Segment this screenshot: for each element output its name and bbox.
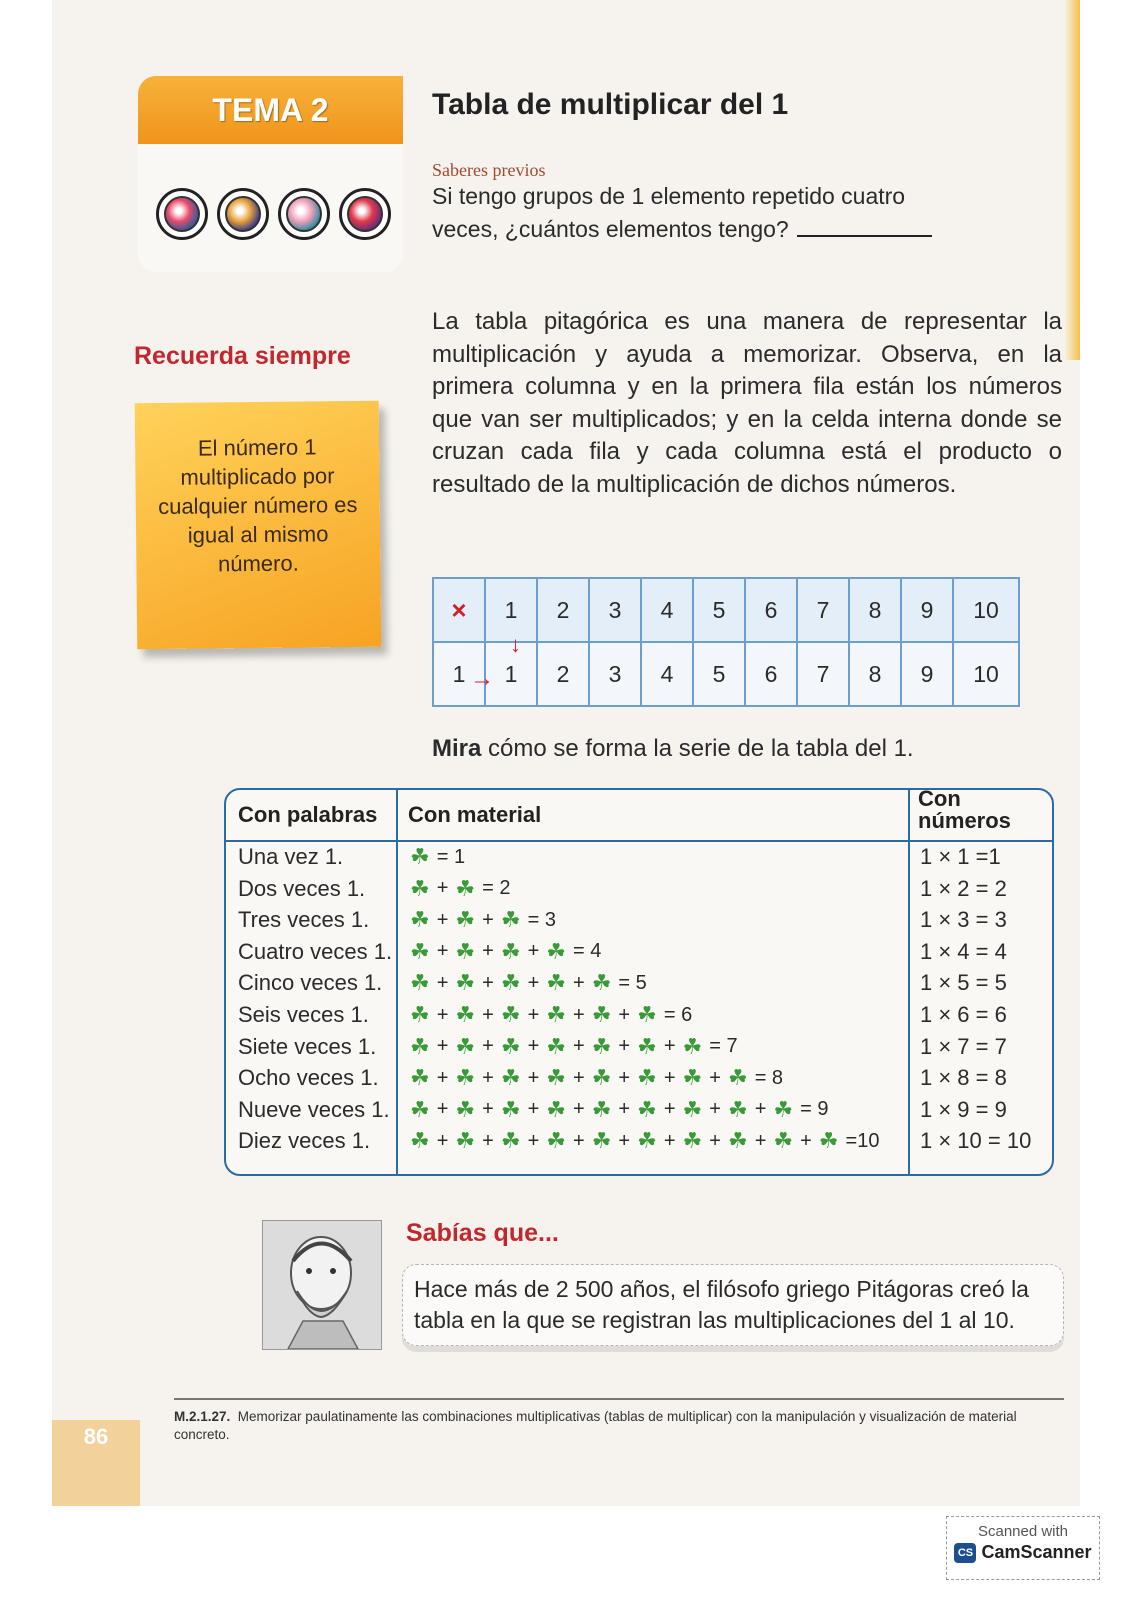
row-numbers: 1 × 4 = 4 [920, 938, 1007, 964]
clover-icon: ☘ [591, 1033, 612, 1059]
plus-sign: + [482, 1035, 494, 1058]
plus-sign: + [618, 1066, 631, 1089]
row-result: = 1 [436, 845, 466, 868]
plus-sign: + [573, 1066, 585, 1089]
header-numbers: Con números [918, 788, 1011, 833]
row-result: = 3 [527, 908, 556, 931]
clover-icon: ☘ [410, 907, 430, 933]
row-numbers: 1 × 2 = 2 [920, 875, 1007, 901]
clover-icon: ☘ [500, 1128, 521, 1154]
row-result: = 2 [482, 877, 511, 900]
intro-paragraph: La tabla pitagórica es una manera de representar la multiplicación y ayuda a memorizar. Observa, en la primera columna y en la primera fila están los números que van ser multiplicados; y en la celda interna donde se cruzan cada fila y cada columna está el producto o resultado de la multiplicación de dichos números. [432, 308, 1062, 498]
row-words: Nueve veces 1. [238, 1096, 390, 1122]
series-row [226, 876, 1052, 908]
clover-icon: ☘ [455, 1128, 476, 1154]
row-numbers: 1 × 1 =1 [920, 844, 1001, 869]
plus-sign: + [618, 1035, 631, 1058]
product-cell: 3 [589, 642, 641, 706]
plus-sign: + [436, 908, 449, 931]
plus-sign: + [663, 1066, 676, 1089]
row-numbers: 1 × 9 = 9 [920, 1096, 1007, 1122]
row-material [408, 1097, 833, 1123]
camscanner-watermark [946, 1516, 1100, 1580]
row-material [408, 1034, 743, 1060]
product-cell: 2 [537, 642, 589, 706]
sticky-note [135, 401, 382, 650]
plus-sign: + [482, 971, 494, 994]
row-numbers: 1 × 3 = 3 [920, 907, 1007, 933]
header-cell: 10 [953, 578, 1019, 642]
clover-icon: ☘ [455, 938, 476, 964]
row-words: Ocho veces 1. [238, 1065, 379, 1091]
row-words: Dos veces 1. [238, 875, 366, 901]
header-divider [226, 840, 1052, 842]
series-row [226, 939, 1052, 971]
plus-sign: + [754, 1129, 767, 1152]
plus-sign: + [800, 1129, 812, 1152]
clover-icon: ☘ [410, 1096, 430, 1122]
clover-icon: ☘ [410, 1065, 430, 1091]
product-cell: 9 [901, 642, 953, 706]
plus-sign: + [573, 1098, 585, 1121]
clover-icon: ☘ [637, 1033, 657, 1059]
product-cell: 8 [849, 642, 901, 706]
row-result: = 4 [573, 940, 602, 963]
tema-label: TEMA 2 [212, 91, 329, 128]
plus-sign: + [527, 971, 540, 994]
footer-skill [174, 1408, 1054, 1444]
row-result: = 8 [754, 1066, 784, 1089]
row-words: Cinco veces 1. [238, 970, 383, 996]
plus-sign: + [482, 908, 494, 931]
arrow-down-icon: ↓ [510, 632, 521, 657]
clover-icon: ☘ [773, 1096, 794, 1122]
header-cell: 5 [693, 578, 745, 642]
clover-icon: ☘ [500, 1065, 521, 1091]
plus-sign: + [482, 1098, 494, 1121]
plus-sign: + [482, 940, 494, 963]
clover-icon: ☘ [727, 1065, 748, 1091]
clover-icon: ☘ [410, 1002, 430, 1027]
clover-icon: ☘ [818, 1128, 839, 1154]
clover-icon: ☘ [500, 970, 521, 996]
skill-code: M.2.1.27. [174, 1409, 231, 1424]
row-result: = 7 [709, 1035, 738, 1058]
series-row [226, 844, 1052, 876]
marble-icon [339, 188, 391, 240]
clover-icon: ☘ [682, 1033, 703, 1059]
marble-icon [156, 188, 208, 240]
plus-sign: + [436, 940, 449, 963]
header-cell: 9 [901, 578, 953, 642]
header-cell: 3 [589, 578, 641, 642]
series-row [226, 1034, 1052, 1066]
row-label: 1 [433, 642, 485, 706]
clover-icon: ☘ [546, 938, 566, 964]
header-material: Con material [408, 802, 542, 827]
clover-icon: ☘ [773, 1128, 794, 1154]
row-words: Siete veces 1. [238, 1033, 377, 1059]
clover-icon: ☘ [410, 875, 430, 901]
clover-icon: ☘ [546, 1065, 566, 1091]
clover-icon: ☘ [546, 1128, 566, 1154]
pythagoras-bust-image [263, 1221, 381, 1349]
product-cell: 10 [953, 642, 1019, 706]
clover-icon: ☘ [591, 1096, 612, 1122]
plus-sign: + [482, 1003, 494, 1026]
clover-icon: ☘ [637, 1096, 657, 1122]
row-numbers: 1 × 7 = 7 [920, 1033, 1007, 1059]
row-numbers: 1 × 8 = 8 [920, 1065, 1007, 1091]
series-row [226, 907, 1052, 939]
series-row [226, 970, 1052, 1002]
series-row [226, 1097, 1052, 1129]
plus-sign: + [573, 1035, 585, 1058]
saberes-question [432, 180, 972, 246]
sabias-text: Hace más de 2 500 años, el filósofo griego Pitágoras creó la tabla en la que se registran las multiplicaciones del 1 al 10. [414, 1276, 1029, 1333]
clover-icon: ☘ [637, 1128, 657, 1154]
clover-icon: ☘ [727, 1096, 748, 1122]
clover-icon: ☘ [410, 1033, 430, 1059]
row-material [408, 1128, 884, 1154]
clover-icon: ☘ [455, 970, 476, 996]
marble-icon [217, 188, 269, 240]
plus-sign: + [618, 1003, 631, 1026]
clover-icon: ☘ [546, 1002, 566, 1027]
clover-icon: ☘ [455, 907, 476, 933]
plus-sign: + [573, 971, 585, 994]
row-words: Cuatro veces 1. [238, 938, 393, 964]
product-cell: 7 [797, 642, 849, 706]
sabias-title: Sabías que... [406, 1219, 559, 1247]
plus-sign: + [709, 1129, 721, 1152]
header-cell: 1 [485, 578, 537, 642]
plus-sign: + [573, 1129, 585, 1152]
plus-sign: + [436, 877, 449, 900]
clover-icon: ☘ [637, 1002, 657, 1027]
plus-sign: + [527, 940, 540, 963]
arrow-right-icon: → [470, 665, 494, 692]
row-words: Tres veces 1. [238, 907, 370, 933]
saberes-question-text: Si tengo grupos de 1 elemento repetido cuatro veces, ¿cuántos elementos tengo? [432, 183, 906, 242]
row-numbers: 1 × 6 = 6 [920, 1002, 1007, 1027]
series-table [224, 788, 1054, 1176]
product-cell: 1 [485, 642, 537, 706]
plus-sign: + [618, 1129, 631, 1152]
product-cell: 5 [693, 642, 745, 706]
plus-sign: + [527, 1098, 540, 1121]
plus-sign: + [663, 1098, 676, 1121]
plus-sign: + [436, 1098, 449, 1121]
row-material [408, 907, 561, 933]
mira-bold: Mira [432, 735, 482, 762]
clover-icon: ☘ [410, 938, 430, 964]
plus-sign: + [436, 971, 449, 994]
plus-sign: + [663, 1129, 676, 1152]
row-material [408, 970, 652, 996]
clover-icon: ☘ [546, 970, 566, 996]
clover-icon: ☘ [455, 1002, 476, 1027]
row-material [408, 939, 606, 965]
page-edge [1064, 0, 1080, 360]
plus-sign: + [618, 1098, 631, 1121]
plus-sign: + [709, 1066, 721, 1089]
clover-icon: ☘ [500, 1096, 521, 1122]
clover-icon: ☘ [682, 1065, 703, 1091]
pythagoras-portrait [262, 1220, 382, 1350]
row-words: Diez veces 1. [238, 1128, 371, 1154]
plus-sign: + [709, 1098, 721, 1121]
clover-icon: ☘ [500, 907, 521, 933]
clover-icon: ☘ [455, 1033, 476, 1059]
clover-icon: ☘ [500, 1002, 521, 1027]
plus-sign: + [482, 1066, 494, 1089]
skill-text: Memorizar paulatinamente las combinaciones multiplicativas (tablas de multiplicar) con la manipulación y visualización de material concreto. [174, 1409, 1017, 1442]
series-row [226, 1065, 1052, 1097]
row-numbers: 1 × 5 = 5 [920, 970, 1007, 996]
header-cell: 8 [849, 578, 901, 642]
recuerda-title: Recuerda siempre [134, 342, 351, 370]
row-material [408, 844, 470, 870]
row-words: Una vez 1. [238, 844, 344, 869]
clover-icon: ☘ [500, 938, 521, 964]
plus-sign: + [527, 1129, 540, 1152]
product-cell: 4 [641, 642, 693, 706]
clover-icon: ☘ [455, 1096, 476, 1122]
clover-icon: ☘ [546, 1096, 566, 1122]
row-material [408, 876, 516, 902]
camscanner-logo-icon: CS [954, 1543, 976, 1563]
row-numbers: 1 × 10 = 10 [920, 1128, 1032, 1154]
clover-icon: ☘ [591, 970, 612, 996]
plus-sign: + [436, 1035, 449, 1058]
tema-tab [138, 76, 403, 144]
clover-icon: ☘ [410, 970, 430, 996]
clover-icon: ☘ [410, 844, 430, 869]
clover-icon: ☘ [500, 1033, 521, 1059]
clover-icon: ☘ [591, 1065, 612, 1091]
clover-icon: ☘ [682, 1128, 703, 1154]
header-words: Con palabras [238, 802, 378, 827]
series-row [226, 1128, 1052, 1160]
clover-icon: ☘ [546, 1033, 566, 1059]
clover-icon: ☘ [682, 1096, 703, 1122]
header-cell: 2 [537, 578, 589, 642]
row-material [408, 1065, 788, 1091]
marble-icon [278, 188, 330, 240]
clover-icon: ☘ [727, 1128, 748, 1154]
footer-divider [174, 1398, 1064, 1400]
row-result: = 5 [618, 971, 647, 994]
page-title: Tabla de multiplicar del 1 [432, 88, 789, 121]
clover-icon: ☘ [455, 875, 476, 901]
row-result: = 6 [663, 1003, 693, 1026]
clover-icon: ☘ [410, 1128, 430, 1154]
clover-icon: ☘ [637, 1065, 657, 1091]
plus-sign: + [527, 1066, 540, 1089]
clover-icon: ☘ [591, 1002, 612, 1027]
plus-sign: + [754, 1098, 767, 1121]
series-row [226, 1002, 1052, 1034]
answer-blank[interactable] [797, 235, 932, 237]
plus-sign: + [436, 1003, 449, 1026]
header-cell: 7 [797, 578, 849, 642]
note-text: El número 1 multiplicado por cualquier número es igual al mismo número. [157, 433, 358, 576]
plus-sign: + [527, 1003, 540, 1026]
plus-sign: + [436, 1129, 449, 1152]
watermark-line1: Scanned with [977, 1523, 1069, 1540]
row-result: = 9 [800, 1098, 829, 1121]
plus-sign: + [663, 1035, 676, 1058]
header-cell: 6 [745, 578, 797, 642]
row-material [408, 1002, 697, 1028]
mira-rest: cómo se forma la serie de la tabla del 1. [488, 735, 914, 762]
plus-sign: + [573, 1003, 585, 1026]
plus-sign: + [436, 1066, 449, 1089]
clover-icon: ☘ [591, 1128, 612, 1154]
plus-sign: + [527, 1035, 540, 1058]
plus-sign: + [482, 1129, 494, 1152]
marbles-illustration [156, 188, 391, 240]
product-cell: 6 [745, 642, 797, 706]
clover-icon: ☘ [455, 1065, 476, 1091]
mira-sentence [432, 735, 914, 763]
page-number: 86 [52, 1420, 140, 1506]
row-words: Seis veces 1. [238, 1002, 369, 1027]
row-result: =10 [845, 1129, 880, 1152]
multiply-icon: × [433, 578, 485, 642]
watermark-brand: CamScanner [981, 1542, 1092, 1562]
saberes-label: Saberes previos [432, 160, 546, 180]
header-cell: 4 [641, 578, 693, 642]
